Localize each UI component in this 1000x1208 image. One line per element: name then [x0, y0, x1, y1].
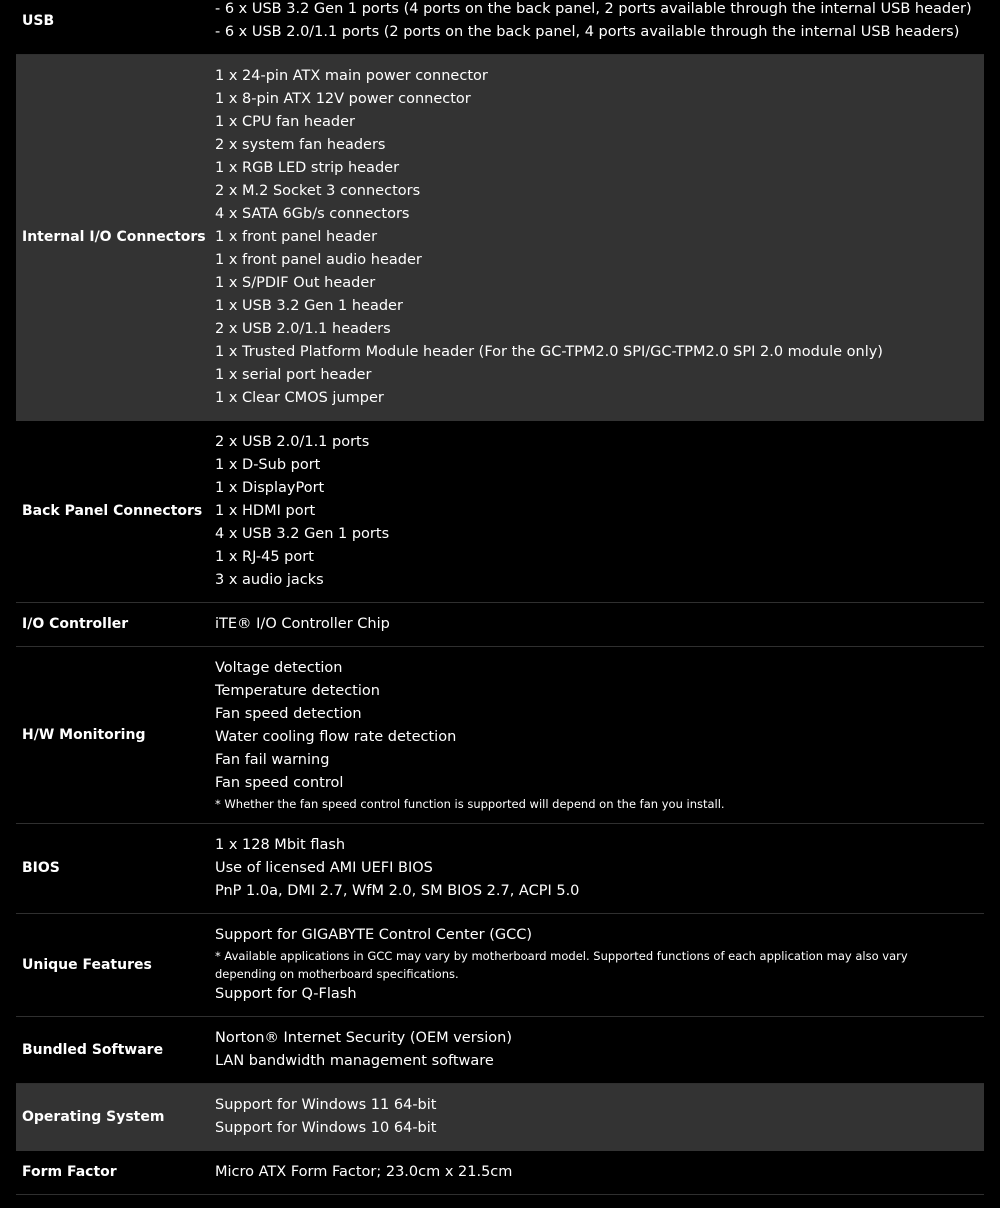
spec-line: Fan speed detection: [215, 706, 362, 722]
spec-label: Unique Features: [22, 956, 152, 973]
spec-line: 1 x 8-pin ATX 12V power connector: [215, 91, 471, 107]
spec-label: Form Factor: [22, 1164, 117, 1180]
spec-value: [215, 647, 984, 823]
spec-value: [215, 421, 984, 602]
spec-line: 1 x RJ-45 port: [215, 549, 314, 565]
spec-value: [215, 1084, 984, 1150]
spec-value: [215, 1017, 984, 1083]
spec-row: [16, 914, 984, 1017]
spec-line: 1 x S/PDIF Out header: [215, 275, 376, 291]
spec-row: [16, 824, 984, 914]
spec-line: 1 x HDMI port: [215, 503, 316, 519]
spec-label: Bundled Software: [22, 1041, 164, 1058]
spec-line: Support for Windows 10 64-bit: [215, 1120, 437, 1136]
spec-line: Support for Windows 11 64-bit: [215, 1097, 437, 1113]
spec-label: I/O Controller: [22, 616, 129, 632]
spec-line: 1 x RGB LED strip header: [215, 160, 400, 176]
spec-line: 1 x front panel audio header: [215, 252, 422, 268]
spec-line: 1 x 24-pin ATX main power connector: [215, 68, 488, 84]
spec-line: 4 x SATA 6Gb/s connectors: [215, 206, 410, 222]
spec-line: 1 x 128 Mbit flash: [215, 837, 346, 853]
spec-label: BIOS: [22, 860, 60, 876]
spec-table: [16, 0, 984, 1195]
spec-line: 1 x Trusted Platform Module header (For the GC-TPM2.0 SPI/GC-TPM2.0 SPI 2.0 module only): [215, 344, 883, 360]
spec-row: [16, 1084, 984, 1151]
spec-line: 1 x DisplayPort: [215, 480, 325, 496]
spec-line: 2 x USB 2.0/1.1 ports: [215, 434, 370, 450]
spec-line: - 6 x USB 2.0/1.1 ports (2 ports on the back panel, 4 ports available through the internal USB headers): [215, 24, 960, 40]
spec-line: 1 x serial port header: [215, 367, 372, 383]
spec-label: H/W Monitoring: [22, 726, 146, 743]
spec-line: Fan speed control: [215, 775, 344, 791]
spec-value: [215, 824, 984, 913]
spec-footnote: * Available applications in GCC may vary by motherboard model. Supported functions of each application may also vary depending on motherboard specifications.: [215, 949, 908, 981]
spec-line: PnP 1.0a, DMI 2.7, WfM 2.0, SM BIOS 2.7, ACPI 5.0: [215, 883, 580, 899]
spec-label: Back Panel Connectors: [22, 503, 203, 519]
spec-line: iTE® I/O Controller Chip: [215, 616, 390, 632]
spec-row: [16, 421, 984, 603]
spec-value: [215, 1151, 984, 1194]
spec-line: 1 x Clear CMOS jumper: [215, 390, 384, 406]
spec-line: 2 x system fan headers: [215, 137, 386, 153]
spec-line: 4 x USB 3.2 Gen 1 ports: [215, 526, 390, 542]
spec-row: [16, 1151, 984, 1195]
spec-line: Voltage detection: [215, 660, 343, 676]
spec-value: [215, 55, 984, 420]
spec-line: - 6 x USB 3.2 Gen 1 ports (4 ports on the back panel, 2 ports available through the internal USB header): [215, 1, 972, 17]
spec-line: Norton® Internet Security (OEM version): [215, 1030, 512, 1046]
spec-line: LAN bandwidth management software: [215, 1053, 494, 1069]
spec-line: 2 x USB 2.0/1.1 headers: [215, 321, 391, 337]
spec-line: Use of licensed AMI UEFI BIOS: [215, 860, 433, 876]
spec-row: [16, 1017, 984, 1084]
spec-value: [215, 603, 984, 646]
spec-footnote: * Whether the fan speed control function is supported will depend on the fan you install.: [215, 797, 725, 811]
spec-label: Internal I/O Connectors: [22, 229, 206, 245]
spec-line: Support for Q-Flash: [215, 986, 357, 1002]
spec-line: Fan fail warning: [215, 752, 330, 768]
spec-line: 1 x USB 3.2 Gen 1 header: [215, 298, 403, 314]
spec-value: [215, 914, 984, 1016]
spec-label: Operating System: [22, 1108, 165, 1125]
spec-line: Water cooling flow rate detection: [215, 729, 457, 745]
spec-value: [215, 0, 984, 54]
spec-line: 1 x front panel header: [215, 229, 378, 245]
spec-label: USB: [22, 12, 55, 29]
spec-line: Support for GIGABYTE Control Center (GCC): [215, 927, 533, 943]
spec-row: [16, 55, 984, 421]
spec-line: 2 x M.2 Socket 3 connectors: [215, 183, 421, 199]
spec-line: Temperature detection: [215, 683, 380, 699]
spec-row: [16, 0, 984, 55]
spec-line: Micro ATX Form Factor; 23.0cm x 21.5cm: [215, 1164, 513, 1180]
spec-line: 1 x CPU fan header: [215, 114, 355, 130]
spec-row: [16, 647, 984, 824]
spec-line: 3 x audio jacks: [215, 572, 324, 588]
spec-line: 1 x D-Sub port: [215, 457, 321, 473]
spec-row: [16, 603, 984, 647]
